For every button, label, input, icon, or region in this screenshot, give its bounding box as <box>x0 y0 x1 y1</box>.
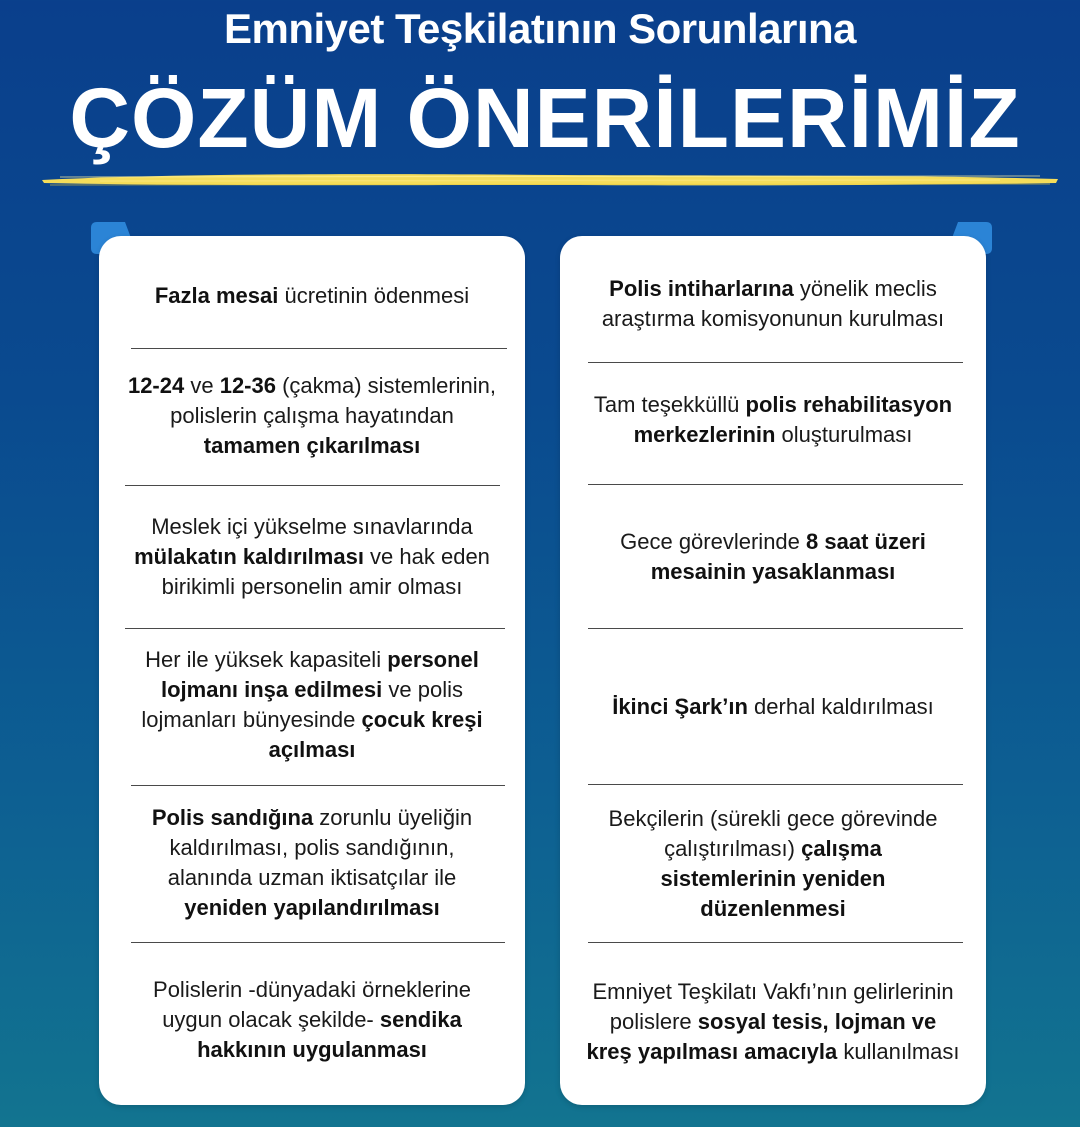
regular-text: ve hak eden birikimli personelin amir olması <box>161 544 490 599</box>
divider <box>588 484 963 485</box>
bold-text: Fazla mesai <box>154 283 279 308</box>
bold-text: sendika hakkının uygulanması <box>197 1007 462 1062</box>
bold-text: 8 saat üzeri mesainin yasaklanması <box>650 529 926 584</box>
item-text <box>590 527 956 587</box>
regular-text: yönelik meclis araştırma komisyonunun kurulması <box>601 276 945 331</box>
regular-text: derhal kaldırılması <box>747 694 934 719</box>
header-title: ÇÖZÜM ÖNERİLERİMİZ <box>69 71 1021 165</box>
list-item <box>580 691 966 723</box>
bold-text: sosyal tesis, lojman ve kreş yapılması amacıyla <box>586 1009 937 1064</box>
divider <box>125 485 500 486</box>
bold-text: personel lojmanı inşa edilmesi <box>160 647 479 702</box>
item-text <box>586 977 960 1067</box>
list-item <box>125 644 499 766</box>
divider <box>588 628 963 629</box>
left-card <box>99 236 525 1105</box>
regular-text: ve polis lojmanları bünyesinde <box>141 677 464 732</box>
list-item <box>590 526 956 588</box>
bold-text: çocuk kreşi açılması <box>268 707 483 762</box>
regular-text: ve <box>184 373 220 398</box>
list-item <box>586 961 960 1083</box>
regular-text: kullanılması <box>837 1039 960 1064</box>
divider <box>125 628 505 629</box>
item-text <box>125 645 499 765</box>
list-item <box>139 959 485 1081</box>
regular-text: ücretinin ödenmesi <box>278 283 470 308</box>
bold-text: 12-36 <box>219 373 276 398</box>
list-item <box>119 266 505 326</box>
divider <box>131 348 507 349</box>
regular-text: Tam teşekküllü <box>593 392 746 417</box>
item-text <box>139 975 485 1065</box>
bold-text: polis rehabilitasyon merkezlerinin <box>633 392 953 447</box>
item-text <box>125 803 499 923</box>
bold-text: yeniden yapılandırılması <box>184 895 440 920</box>
regular-text: (çakma) sistemlerinin, polislerin çalışma hayatından <box>170 373 497 428</box>
item-text <box>576 274 970 334</box>
bold-text: 12-24 <box>127 373 185 398</box>
regular-text: oluşturulması <box>775 422 913 447</box>
brush-underline <box>40 168 1060 190</box>
list-item <box>586 374 960 466</box>
regular-text: Her ile yüksek kapasiteli <box>145 647 388 672</box>
regular-text: Emniyet Teşkilatı Vakfı’nın gelirlerinin polislere <box>592 979 954 1034</box>
divider <box>131 942 505 943</box>
list-item <box>576 258 970 350</box>
item-text <box>155 281 469 311</box>
regular-text: Gece görevlerinde <box>620 529 807 554</box>
regular-text: Bekçilerin (sürekli gece görevinde çalıştırılması) <box>608 806 938 861</box>
header-subtitle: Emniyet Teşkilatının Sorunlarına <box>223 5 857 52</box>
regular-text: zorunlu üyeliğin kaldırılması, polis sandığının, alanında uzman iktisatçılar ile <box>167 805 473 890</box>
right-card <box>560 236 986 1105</box>
regular-text: Polislerin -dünyadaki örneklerine uygun olacak şekilde- <box>153 977 471 1032</box>
divider <box>588 362 963 363</box>
list-item <box>119 370 505 462</box>
item-text <box>586 390 960 450</box>
divider <box>588 942 963 943</box>
item-text <box>608 804 938 924</box>
item-text <box>612 692 934 722</box>
bold-text: tamamen çıkarılması <box>203 433 421 458</box>
regular-text: Meslek içi yükselme sınavlarında <box>151 514 473 539</box>
bold-text: çalışma sistemlerinin yeniden düzenlenmesi <box>660 836 886 921</box>
list-item <box>125 802 499 924</box>
bold-text: mülakatın kaldırılması <box>134 544 364 569</box>
list-item <box>131 496 493 618</box>
divider <box>588 784 963 785</box>
divider <box>131 785 505 786</box>
item-text <box>119 371 505 461</box>
list-item <box>608 803 938 925</box>
bold-text: Polis sandığına <box>151 805 314 830</box>
bold-text: İkinci Şark’ın <box>612 694 748 719</box>
item-text <box>131 512 493 602</box>
bold-text: Polis intiharlarına <box>609 276 794 301</box>
